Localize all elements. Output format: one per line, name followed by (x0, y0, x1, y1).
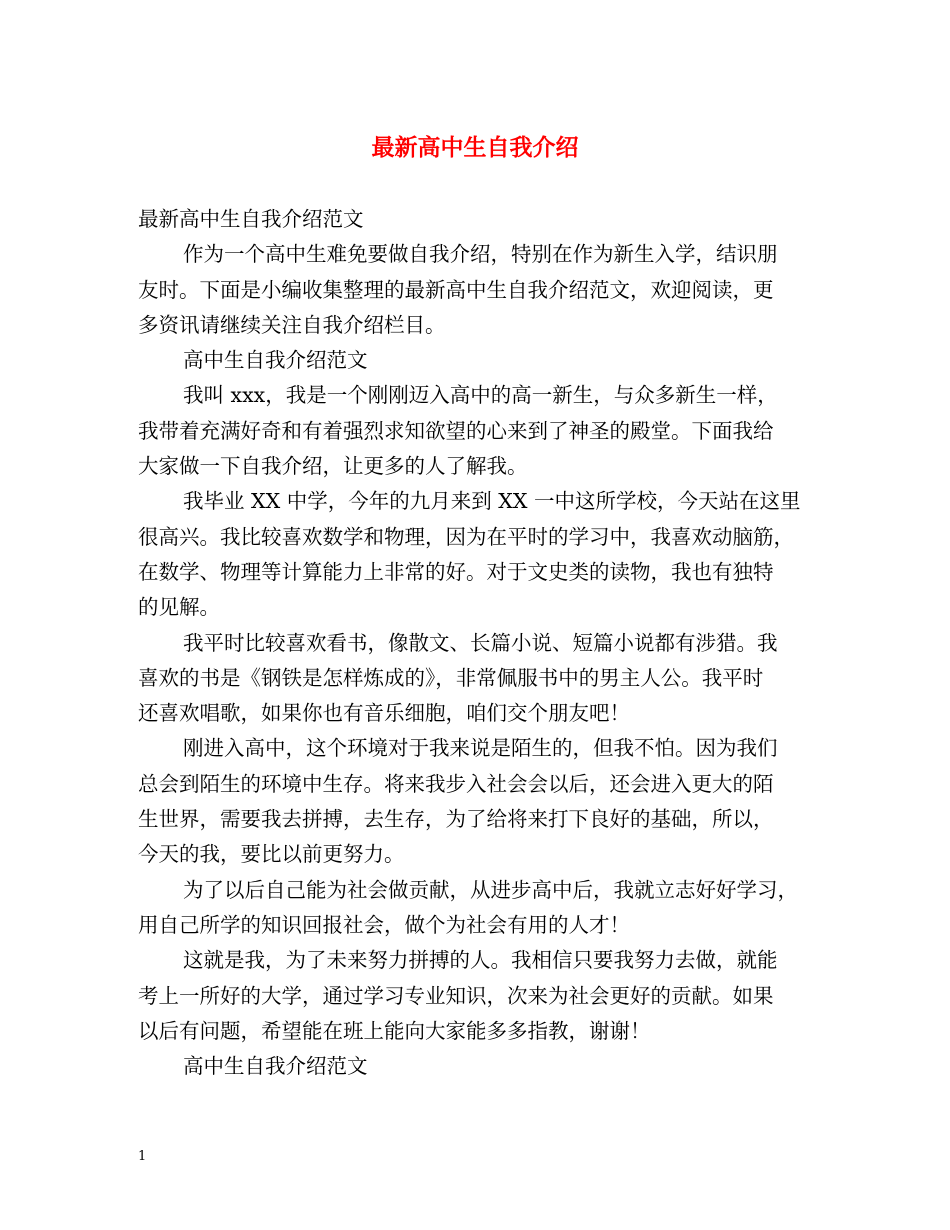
text-line: 我毕业 XX 中学，今年的九月来到 XX 一中这所学校，今天站在这里 (183, 489, 801, 514)
text-line: 生世界，需要我去拼搏，去生存，为了给将来打下良好的基础，所以， (138, 807, 774, 832)
text-line: 以后有问题，希望能在班上能向大家能多多指教，谢谢！ (138, 1018, 651, 1043)
text-line: 今天的我，要比以前更努力。 (138, 842, 405, 867)
text-line: 的见解。 (138, 595, 220, 620)
text-line: 高中生自我介绍范文 (183, 1054, 368, 1079)
page-number: 1 (138, 1149, 147, 1164)
text-line: 喜欢的书是《钢铁是怎样炼成的》，非常佩服书中的男主人公。我平时 (138, 665, 764, 690)
text-line: 在数学、物理等计算能力上非常的好。对于文史类的读物，我也有独特 (138, 559, 774, 584)
text-line: 最新高中生自我介绍范文 (138, 207, 364, 231)
text-line: 用自己所学的知识回报社会，做个为社会有用的人才！ (138, 912, 630, 937)
text-line: 考上一所好的大学，通过学习专业知识，次来为社会更好的贡献。如果 (138, 983, 774, 1008)
text-line: 很高兴。我比较喜欢数学和物理，因为在平时的学习中，我喜欢动脑筋， (138, 524, 794, 549)
text-line: 我平时比较喜欢看书，像散文、长篇小说、短篇小说都有涉猎。我 (183, 630, 778, 655)
text-line: 这就是我，为了未来努力拼搏的人。我相信只要我努力去做，就能 (183, 948, 778, 973)
text-line: 还喜欢唱歌，如果你也有音乐细胞，咱们交个朋友吧！ (138, 701, 630, 726)
text-line: 我叫 xxx，我是一个刚刚迈入高中的高一新生，与众多新生一样， (183, 383, 778, 408)
text-line: 大家做一下自我介绍，让更多的人了解我。 (138, 454, 528, 479)
text-line: 友时。下面是小编收集整理的最新高中生自我介绍范文，欢迎阅读，更 (138, 277, 774, 302)
document-body (138, 202, 813, 1084)
text-line: 我带着充满好奇和有着强烈求知欲望的心来到了神圣的殿堂。下面我给 (138, 418, 774, 443)
text-line: 为了以后自己能为社会做贡献，从进步高中后，我就立志好好学习， (183, 877, 798, 902)
page-title: 最新高中生自我介绍 (371, 134, 579, 161)
text-line: 总会到陌生的环境中生存。将来我步入社会会以后，还会进入更大的陌 (138, 771, 774, 796)
text-line: 刚进入高中，这个环境对于我来说是陌生的，但我不怕。因为我们 (183, 736, 778, 761)
text-line: 多资讯请继续关注自我介绍栏目。 (138, 312, 446, 337)
text-line: 作为一个高中生难免要做自我介绍，特别在作为新生入学，结识朋 (183, 242, 778, 267)
text-line: 高中生自我介绍范文 (183, 348, 368, 373)
